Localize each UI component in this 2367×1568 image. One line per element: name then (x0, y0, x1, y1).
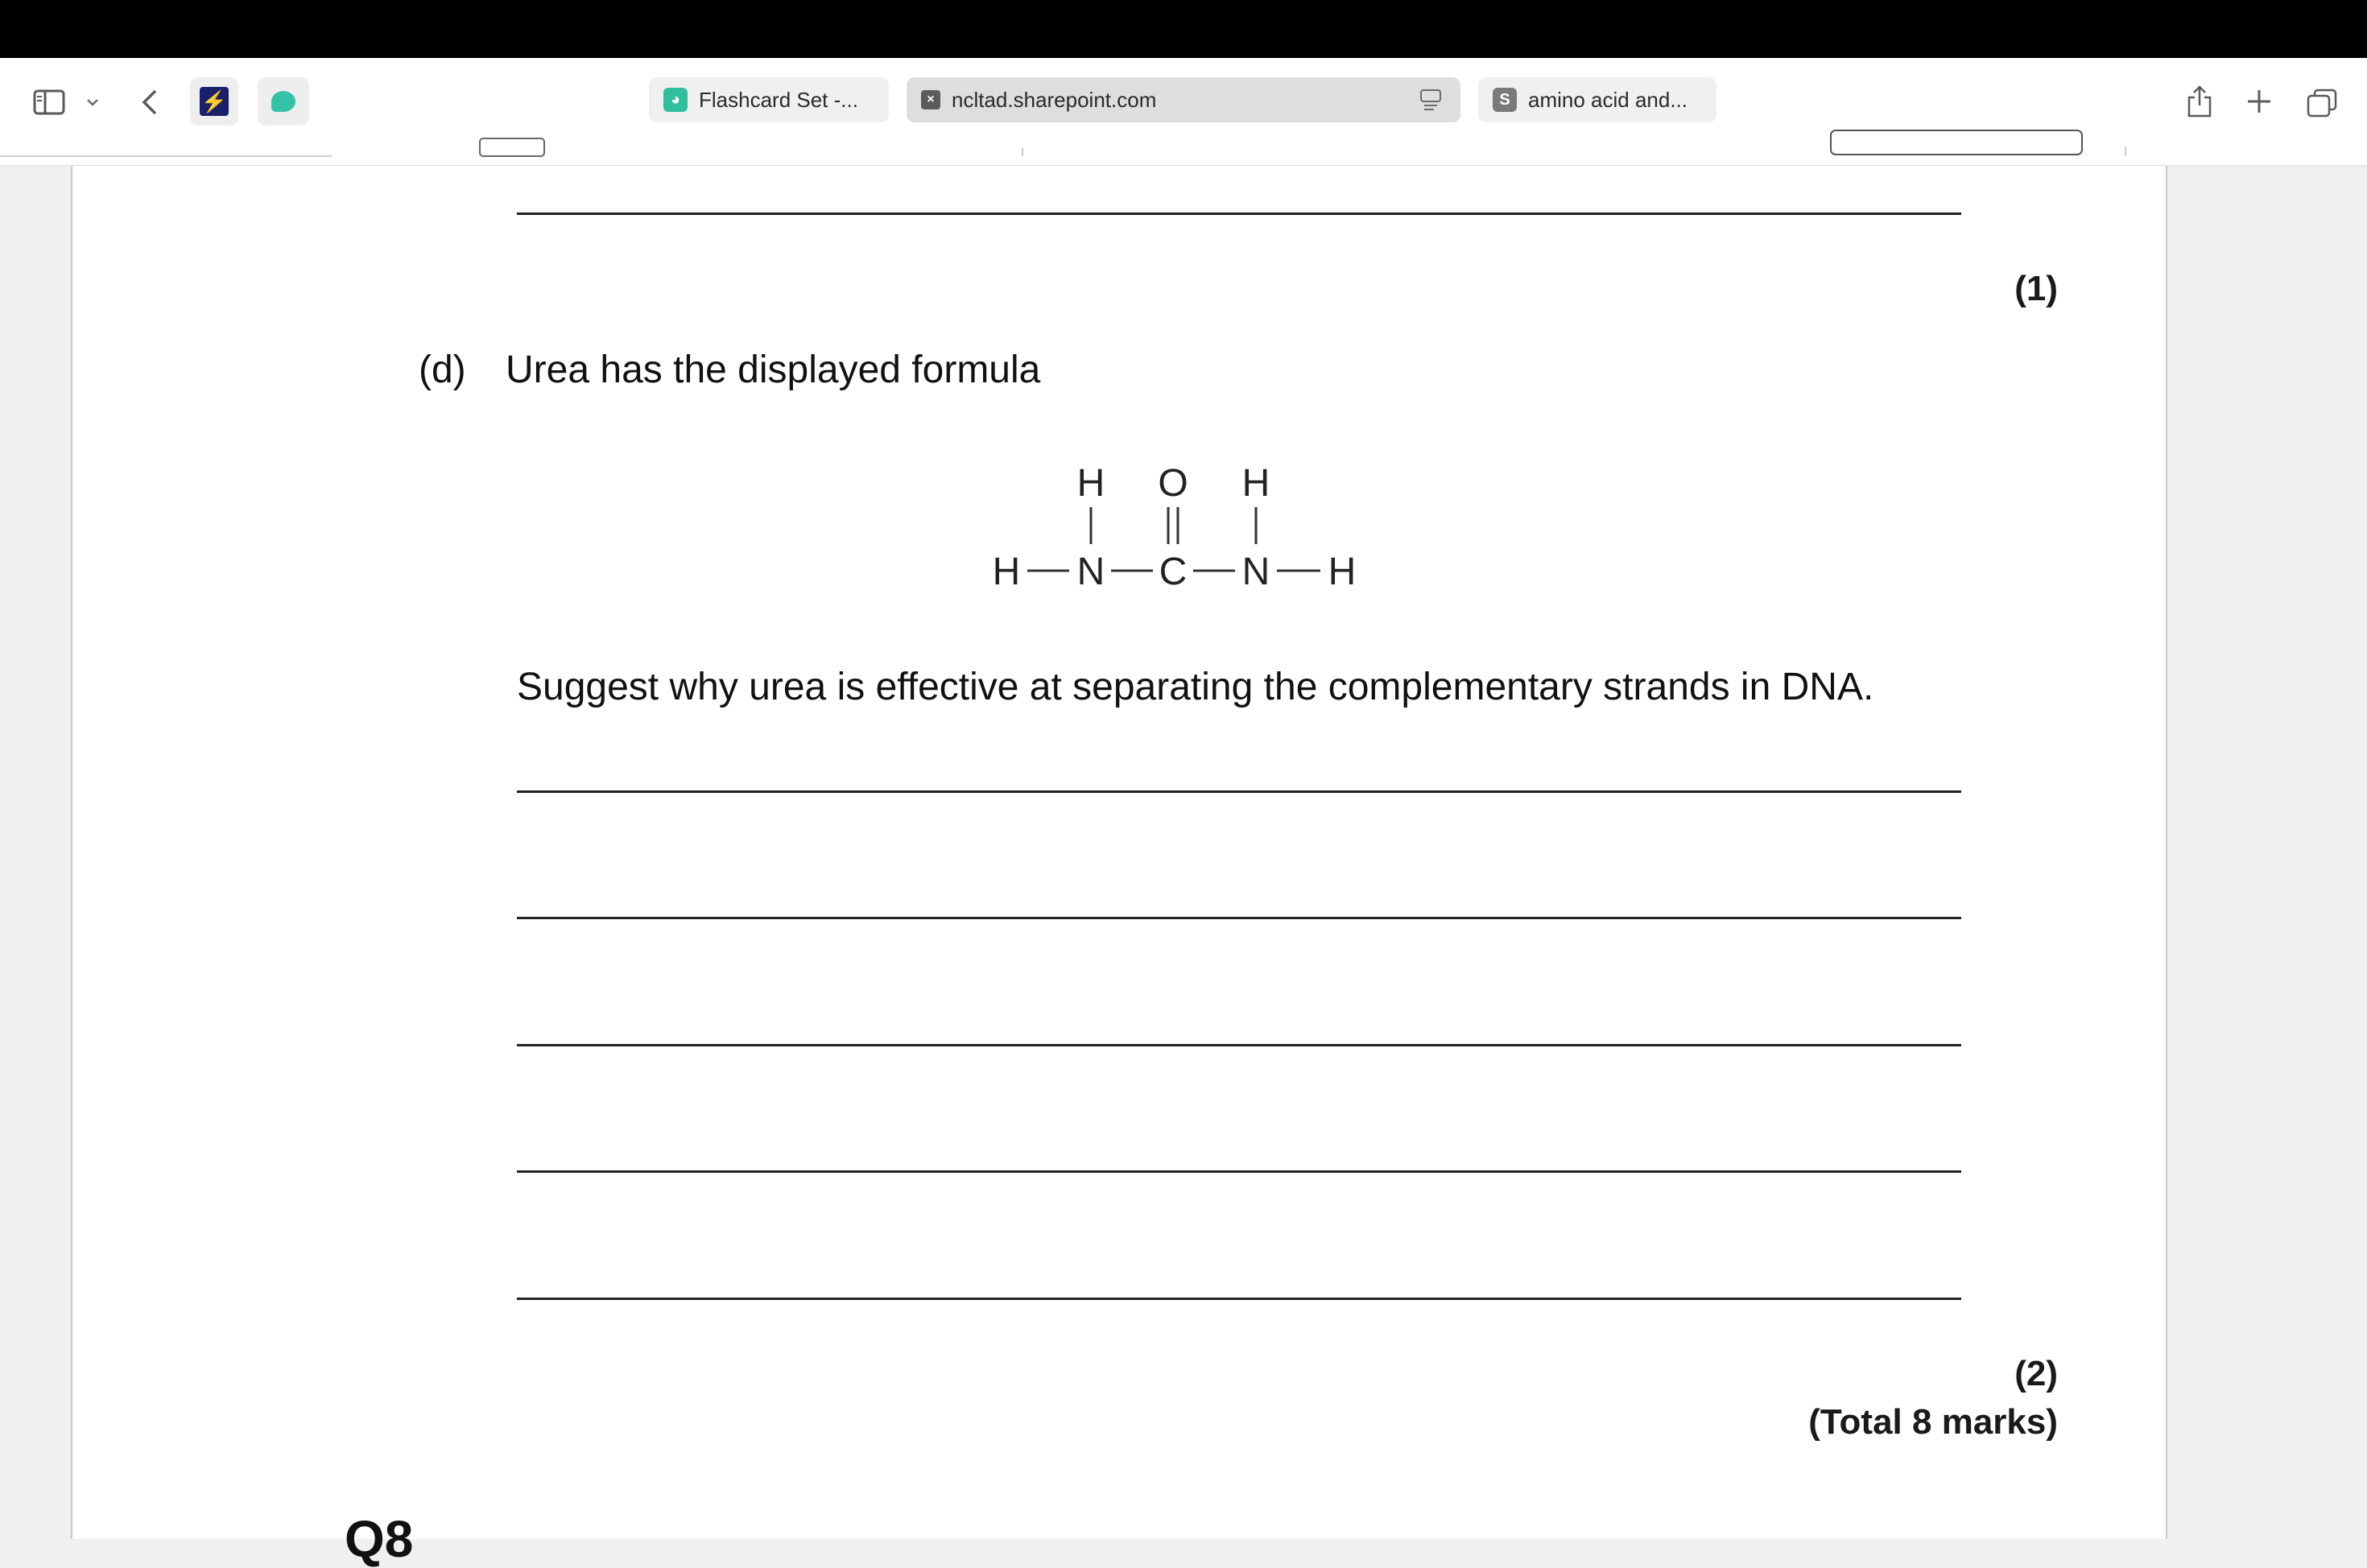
formula-atom-n-right: N (1241, 551, 1270, 593)
formula-atom-h-right: H (1328, 551, 1357, 593)
chevron-down-icon (86, 98, 99, 106)
tab-label: amino acid and... (1528, 87, 1688, 112)
answer-line (517, 917, 1961, 919)
tab-overview-icon (2307, 89, 2337, 118)
chat-extension-icon (271, 91, 295, 112)
tab-sharepoint[interactable] (907, 77, 1460, 122)
answer-line (517, 1298, 1961, 1300)
back-button[interactable] (129, 82, 169, 122)
sidebar-icon (33, 89, 65, 115)
document-canvas (0, 166, 71, 1539)
tab-label: Flashcard Set -... (699, 87, 858, 112)
formula-atom-o-top: O (1158, 462, 1188, 505)
share-icon (2186, 85, 2213, 118)
lightning-extension-icon: ⚡ (200, 87, 229, 116)
answer-line (517, 1170, 1961, 1173)
part-marks: (2) (2014, 1354, 2058, 1393)
formula-atom-n-left: N (1076, 551, 1105, 593)
tab-overview-button[interactable] (2301, 82, 2343, 124)
total-marks: (Total 8 marks) (1808, 1402, 2058, 1442)
formula-atom-h-left: H (992, 551, 1021, 593)
sharepoint-icon: × (921, 90, 940, 109)
formula-atom-h-top-right: H (1241, 462, 1270, 505)
sidebar-toggle-button[interactable] (29, 82, 69, 122)
answer-line (517, 1044, 1961, 1046)
urea-displayed-formula (982, 457, 1369, 602)
previous-part-marks: (1) (2014, 269, 2058, 308)
plus-icon (2246, 89, 2272, 114)
flashcard-app-icon: ◕ (663, 88, 688, 112)
reader-icon[interactable] (1419, 89, 1443, 111)
tab-amino-acid[interactable] (1478, 77, 1716, 122)
answer-line (517, 790, 1961, 793)
chat-extension-button[interactable] (258, 77, 309, 126)
partially-hidden-ribbon (0, 146, 2367, 166)
s-icon: S (1493, 88, 1517, 112)
tab-label: ncltad.sharepoint.com (952, 87, 1157, 112)
share-button[interactable] (2179, 80, 2220, 122)
lightning-extension-button[interactable] (190, 77, 238, 126)
browser-toolbar (0, 58, 2367, 166)
tab-flashcard-set[interactable] (649, 77, 889, 122)
next-question-label: Q8 (345, 1510, 414, 1568)
formula-atom-c: C (1159, 551, 1188, 593)
question-part-label: (d) (419, 349, 466, 391)
question-part-text: Urea has the displayed formula (506, 349, 1041, 391)
menu-bar (0, 0, 2367, 58)
answer-line (517, 213, 1961, 215)
sidebar-menu-button[interactable] (81, 89, 105, 116)
chevron-left-icon (139, 89, 159, 116)
document-page (71, 166, 2167, 1568)
question-text: Suggest why urea is effective at separating the complementary strands in DNA. (517, 666, 1874, 708)
new-tab-button[interactable] (2238, 80, 2280, 122)
formula-atom-h-top-left: H (1076, 462, 1105, 505)
